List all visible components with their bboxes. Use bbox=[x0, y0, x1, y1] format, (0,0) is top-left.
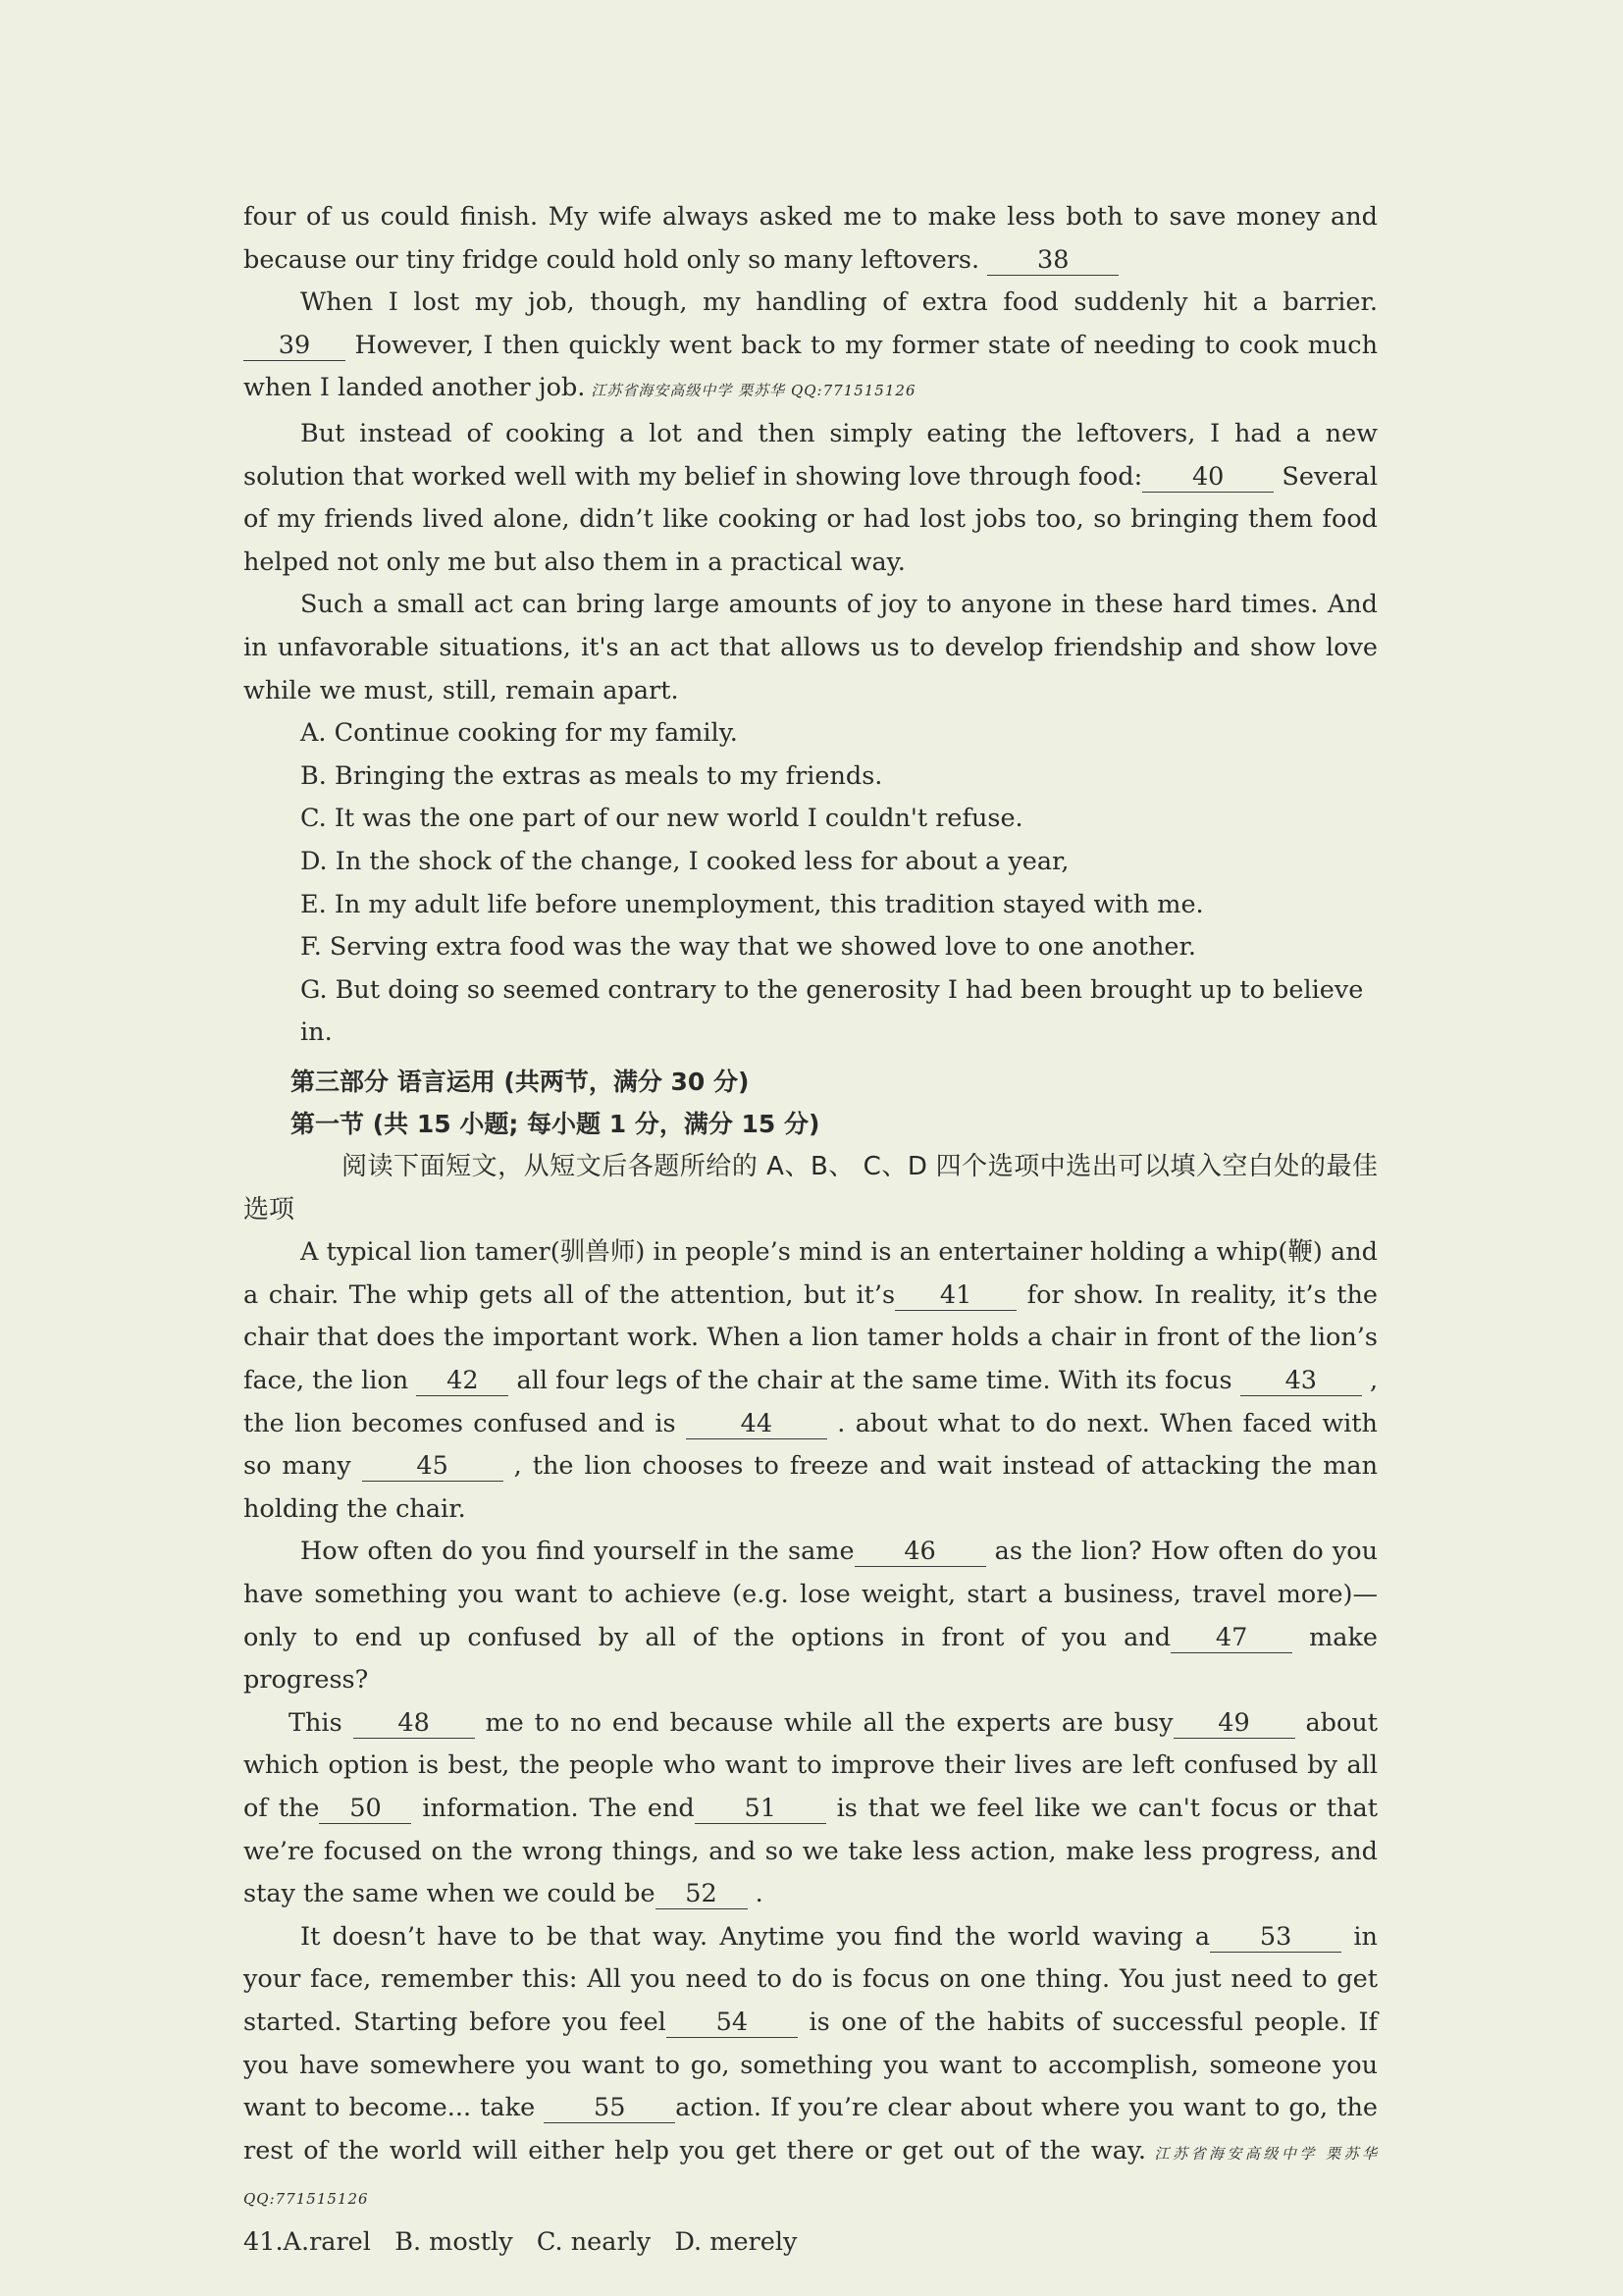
cloze-3-text-b: me to no end because while all the experts are busy bbox=[485, 1707, 1174, 1738]
cloze-paragraph-2 bbox=[243, 1531, 1378, 1701]
cloze-3-text-d: information. The end bbox=[422, 1793, 695, 1823]
watermark: 江苏省海安高级中学 栗苏华 QQ:771515126 bbox=[591, 382, 916, 400]
blank-41: 41 bbox=[895, 1280, 1017, 1311]
cloze-4-text-b: in your face, remember this: All you need to do is focus on one thing. You just need to get started. Starting before you feel bbox=[243, 1921, 1378, 2037]
option-list bbox=[243, 712, 1378, 1055]
blank-53: 53 bbox=[1210, 1922, 1341, 1953]
cloze-4-text-a: It doesn’t have to be that way. Anytime you find the world waving a bbox=[300, 1921, 1211, 1952]
cloze-paragraph-3 bbox=[243, 1702, 1378, 1916]
option-d: D. In the shock of the change, I cooked less for about a year, bbox=[300, 846, 1070, 876]
option-b: B. Bringing the extras as meals to my friends. bbox=[300, 760, 883, 791]
cloze-3-text-f: . bbox=[755, 1879, 763, 1909]
blank-38: 38 bbox=[987, 245, 1119, 276]
section1-heading: 第一节 (共 15 小题; 每小题 1 分，满分 15 分) bbox=[290, 1110, 820, 1139]
paragraph-1 bbox=[243, 196, 1378, 282]
cloze-3-text-e: is that we feel like we can't focus or that we’re focused on the wrong things, and so we take less action, make less progress, and stay the same when we could be bbox=[243, 1793, 1378, 1909]
cloze-3-text-a: This bbox=[288, 1707, 342, 1738]
paragraph-2 bbox=[243, 282, 1378, 413]
cloze-2-text-a: How often do you find yourself in the same bbox=[300, 1537, 855, 1567]
paragraph-4: Such a small act can bring large amounts of joy to anyone in these hard times. And in unfavorable situations, it's an act that allows us to develop friendship and show love while we must, still, remain apart. bbox=[243, 590, 1378, 705]
blank-50: 50 bbox=[319, 1794, 411, 1824]
paragraph-3-text-a: But instead of cooking a lot and then simply eating the leftovers, I had a new solution that worked well with my belief in showing love through food: bbox=[243, 418, 1378, 492]
paragraph-2-text-b: However, I then quickly went back to my former state of needing to cook much when I landed another job. bbox=[243, 330, 1378, 403]
blank-51: 51 bbox=[695, 1794, 826, 1824]
cloze-1-text-c: all four legs of the chair at the same time. With its focus bbox=[516, 1366, 1232, 1396]
cloze-3-text-c: about which option is best, the people who want to improve their lives are left confused by all of the bbox=[243, 1707, 1378, 1823]
option-c: C. It was the one part of our new world I couldn't refuse. bbox=[300, 804, 1023, 834]
question-41-choices: 41.A.rarel B. mostly C. nearly D. merely bbox=[243, 2226, 798, 2257]
instructions: 阅读下面短文，从短文后各题所给的 A、B、 C、D 四个选项中选出可以填入空白处的最佳选项 bbox=[243, 1152, 1378, 1225]
cloze-1-text-d: , the lion becomes confused and is bbox=[243, 1366, 1379, 1438]
cloze-1-text-b: for show. In reality, it’s the chair that does the important work. When a lion tamer holds a chair in front of the lion’s face, the lion bbox=[243, 1279, 1379, 1396]
blank-47: 47 bbox=[1171, 1623, 1292, 1653]
blank-44: 44 bbox=[686, 1409, 827, 1439]
watermark-2: 江苏省海安高级中学 栗苏华 QQ:771515126 bbox=[243, 2144, 1378, 2209]
part3-heading: 第三部分 语言运用 (共两节，满分 30 分) bbox=[290, 1067, 750, 1096]
option-a: A. Continue cooking for my family. bbox=[300, 718, 738, 749]
cloze-2-text-b: as the lion? How often do you have something you want to achieve (e.g. lose weight, start a business, travel more)—only to end up confused by all of the options in front of you and bbox=[243, 1537, 1378, 1652]
cloze-paragraph-1 bbox=[243, 1231, 1378, 1531]
option-f: F. Serving extra food was the way that we showed love to one another. bbox=[300, 932, 1196, 963]
cloze-paragraph-4 bbox=[243, 1916, 1378, 2221]
blank-46: 46 bbox=[855, 1537, 986, 1567]
cloze-1-text-a: A typical lion tamer(驯兽师) in people’s mind is an entertainer holding a whip(鞭) and a chair. The whip gets all of the attention, but it’s bbox=[243, 1237, 1378, 1310]
blank-55: 55 bbox=[544, 2093, 675, 2123]
cloze-4-text-c: is one of the habits of successful people. If you have somewhere you want to go, something you want to accomplish, someone you want to become... take bbox=[243, 2007, 1378, 2123]
blank-43: 43 bbox=[1240, 1366, 1362, 1396]
blank-48: 48 bbox=[353, 1708, 475, 1739]
paragraph-2-text-a: When I lost my job, though, my handling of extra food suddenly hit a barrier. bbox=[300, 287, 1378, 318]
cloze-1-text-f: , the lion chooses to freeze and wait instead of attacking the man holding the chair. bbox=[243, 1451, 1378, 1524]
paragraph-3-text-b: Several of my friends lived alone, didn’t like cooking or had lost jobs too, so bringing them food helped not only me but also them in a practical way. bbox=[243, 461, 1378, 577]
cloze-4-text-d: action. If you’re clear about where you want to go, the rest of the world will either help you get there or get out of the way. bbox=[243, 2093, 1378, 2166]
blank-39: 39 bbox=[243, 331, 345, 361]
blank-40: 40 bbox=[1142, 462, 1274, 493]
blank-45: 45 bbox=[362, 1451, 503, 1482]
paragraph-3 bbox=[243, 413, 1378, 584]
cloze-2-text-c: make progress? bbox=[243, 1622, 1378, 1696]
blank-54: 54 bbox=[666, 2008, 798, 2038]
option-g: G. But doing so seemed contrary to the generosity I had been brought up to believe in. bbox=[300, 974, 1364, 1048]
cloze-1-text-e: . about what to do next. When faced with so many bbox=[243, 1408, 1378, 1482]
option-e: E. In my adult life before unemployment, this tradition stayed with me. bbox=[300, 889, 1204, 919]
blank-52: 52 bbox=[655, 1879, 748, 1909]
blank-49: 49 bbox=[1174, 1708, 1295, 1739]
document-page bbox=[243, 196, 1378, 2265]
paragraph-1-text: four of us could finish. My wife always asked me to make less both to save money and because our tiny fridge could hold only so many leftovers. bbox=[243, 202, 1378, 275]
blank-42: 42 bbox=[416, 1366, 508, 1396]
